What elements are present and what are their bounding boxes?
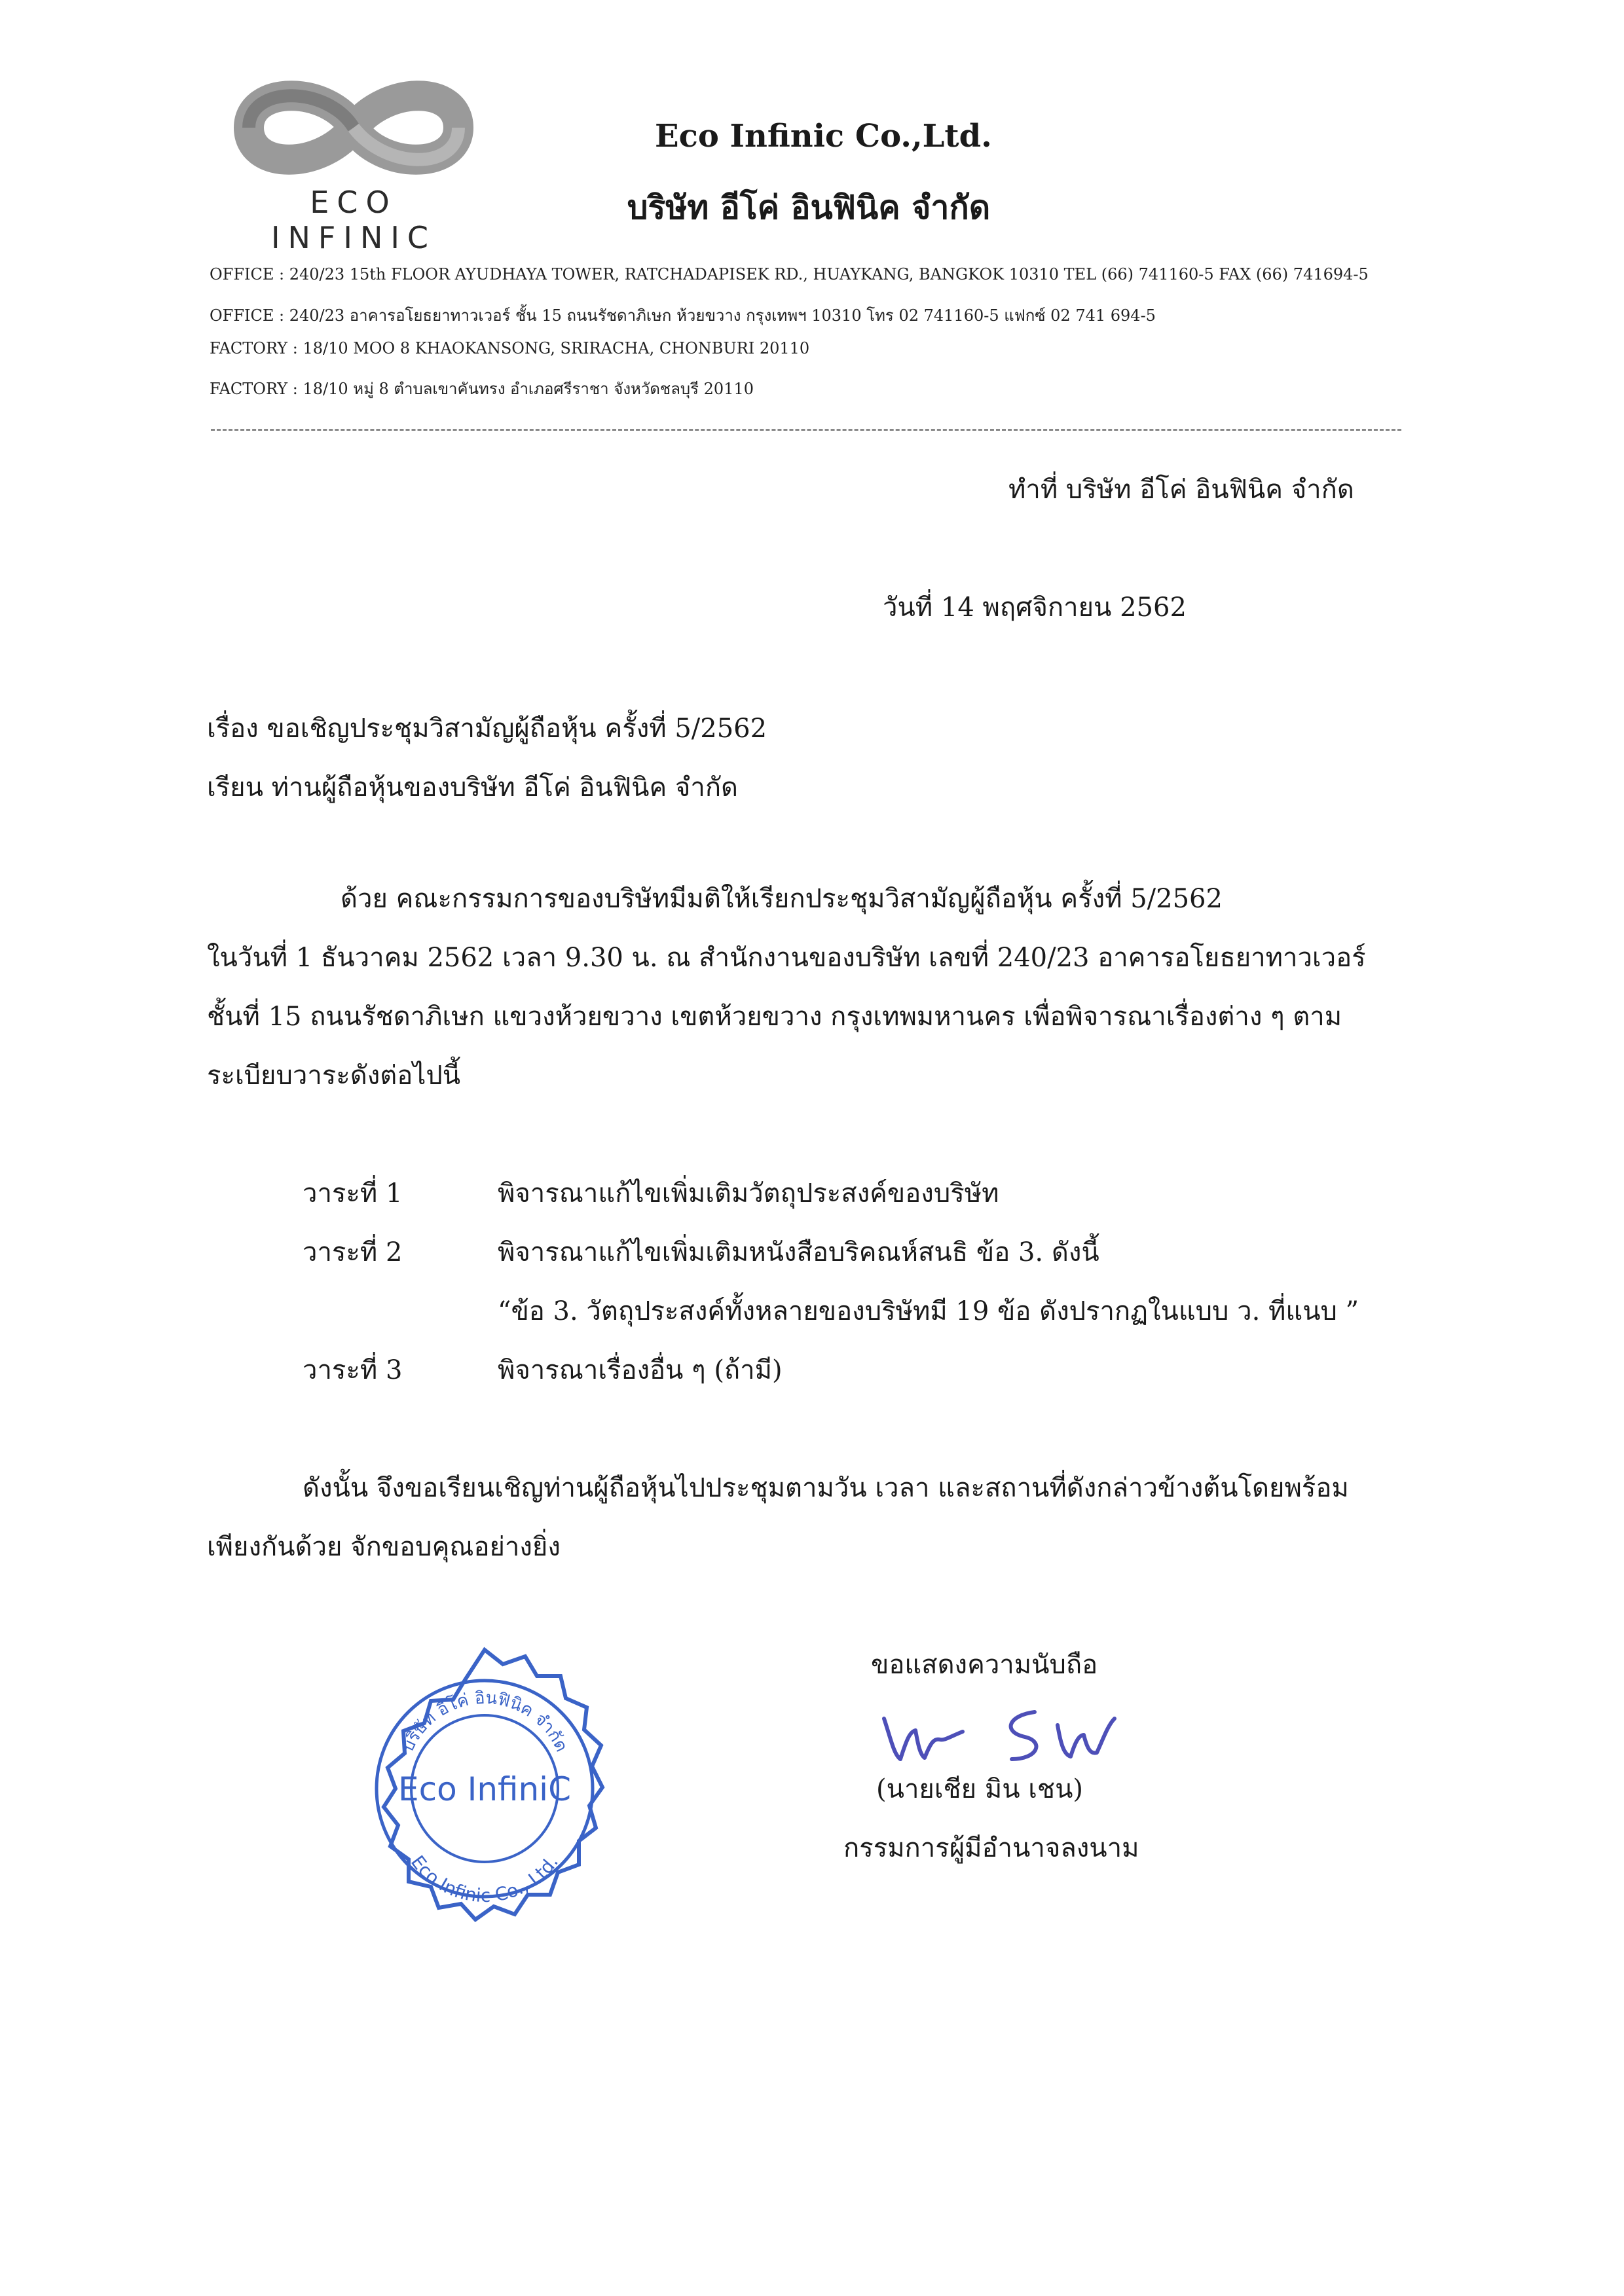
signature-icon (871, 1699, 1120, 1771)
paragraph-line: ด้วย คณะกรรมการของบริษัทมีมติให้เรียกประชุมวิสามัญผู้ถือหุ้น ครั้งที่ 5/2562 (341, 884, 1223, 914)
eco-infinic-logo-icon (223, 72, 485, 183)
signer-name: (นายเชีย มิน เชน) (876, 1774, 1084, 1804)
seal-top-text: บริษัท อีโค่ อินฟินิค จำกัด (397, 1688, 572, 1755)
address-line-4: FACTORY : 18/10 หมู่ 8 ตำบลเขาคันทรง อำเภอศรีราชา จังหวัดชลบุรี 20110 (210, 380, 754, 398)
signature (871, 1699, 1120, 1771)
company-seal (327, 1637, 642, 1951)
address-line-1: OFFICE : 240/23 15th FLOOR AYUDHAYA TOWER, RATCHADAPISEK RD., HUAYKANG, BANGKOK 10310 TEL (66) 741160-5 FAX (66) 741694-5 (210, 265, 1369, 283)
address-line-2: OFFICE : 240/23 อาคารอโยธยาทาวเวอร์ ชั้น 15 ถนนรัชดาภิเษก ห้วยขวาง กรุงเทพฯ 10310 โทร 02 741160-5 แฟกซ์ 02 741 694-5 (210, 306, 1156, 325)
company-name-en: Eco Infinic Co.,Ltd. (655, 118, 992, 155)
address-line-3: FACTORY : 18/10 MOO 8 KHAOKANSONG, SRIRACHA, CHONBURI 20110 (210, 339, 810, 357)
company-seal-icon (327, 1637, 642, 1951)
agenda-detail: “ข้อ 3. วัตถุประสงค์ทั้งหลายของบริษัทมี 19 ข้อ ดังปรากฏในแบบ ว. ที่แนบ ” (498, 1296, 1359, 1326)
logo-text: ECO INFINIC (270, 185, 437, 255)
agenda-text: พิจารณาแก้ไขเพิ่มเติมวัตถุประสงค์ของบริษัท (498, 1178, 999, 1209)
seal-center-text: Eco InfiniC (398, 1770, 571, 1808)
letterhead-divider (211, 429, 1401, 431)
agenda-text: พิจารณาแก้ไขเพิ่มเติมหนังสือบริคณห์สนธิ ข้อ 3. ดังนี้ (498, 1237, 1099, 1267)
letter-recipient: เรียน ท่านผู้ถือหุ้นของบริษัท อีโค่ อินฟินิค จำกัด (207, 773, 739, 803)
agenda-number: วาระที่ 2 (303, 1237, 403, 1267)
written-at: ทำที่ บริษัท อีโค่ อินฟินิค จำกัด (1008, 475, 1354, 505)
svg-text:Eco Infinic Co., Ltd. (407, 1851, 563, 1906)
agenda-number: วาระที่ 3 (303, 1355, 403, 1385)
paragraph-line: ในวันที่ 1 ธันวาคม 2562 เวลา 9.30 น. ณ สำนักงานของบริษัท เลขที่ 240/23 อาคารอโยธยาทาวเวอร์ (207, 943, 1366, 973)
company-logo (223, 72, 485, 255)
agenda-text: พิจารณาเรื่องอื่น ๆ (ถ้ามี) (498, 1355, 783, 1385)
closing-line: ดังนั้น จึงขอเรียนเชิญท่านผู้ถือหุ้นไปประชุมตามวัน เวลา และสถานที่ดังกล่าวข้างต้นโดยพร้อม (303, 1473, 1349, 1503)
company-name-th: บริษัท อีโค่ อินฟินิค จำกัด (627, 188, 991, 227)
letter-subject: เรื่อง ขอเชิญประชุมวิสามัญผู้ถือหุ้น ครั้งที่ 5/2562 (207, 714, 767, 744)
paragraph-line: ชั้นที่ 15 ถนนรัชดาภิเษก แขวงห้วยขวาง เขตห้วยขวาง กรุงเทพมหานคร เพื่อพิจารณาเรื่องต่าง ๆ ตาม (207, 1002, 1342, 1032)
closing-line: เพียงกันด้วย จักขอบคุณอย่างยิ่ง (207, 1532, 561, 1562)
regards: ขอแสดงความนับถือ (871, 1650, 1098, 1680)
agenda-number: วาระที่ 1 (303, 1178, 403, 1209)
seal-bottom-text: Eco Infinic Co., Ltd. (406, 1851, 563, 1907)
signer-title: กรรมการผู้มีอำนาจลงนาม (843, 1833, 1139, 1863)
paragraph-line: ระเบียบวาระดังต่อไปนี้ (207, 1061, 461, 1091)
letter-date: วันที่ 14 พฤศจิกายน 2562 (883, 592, 1187, 623)
